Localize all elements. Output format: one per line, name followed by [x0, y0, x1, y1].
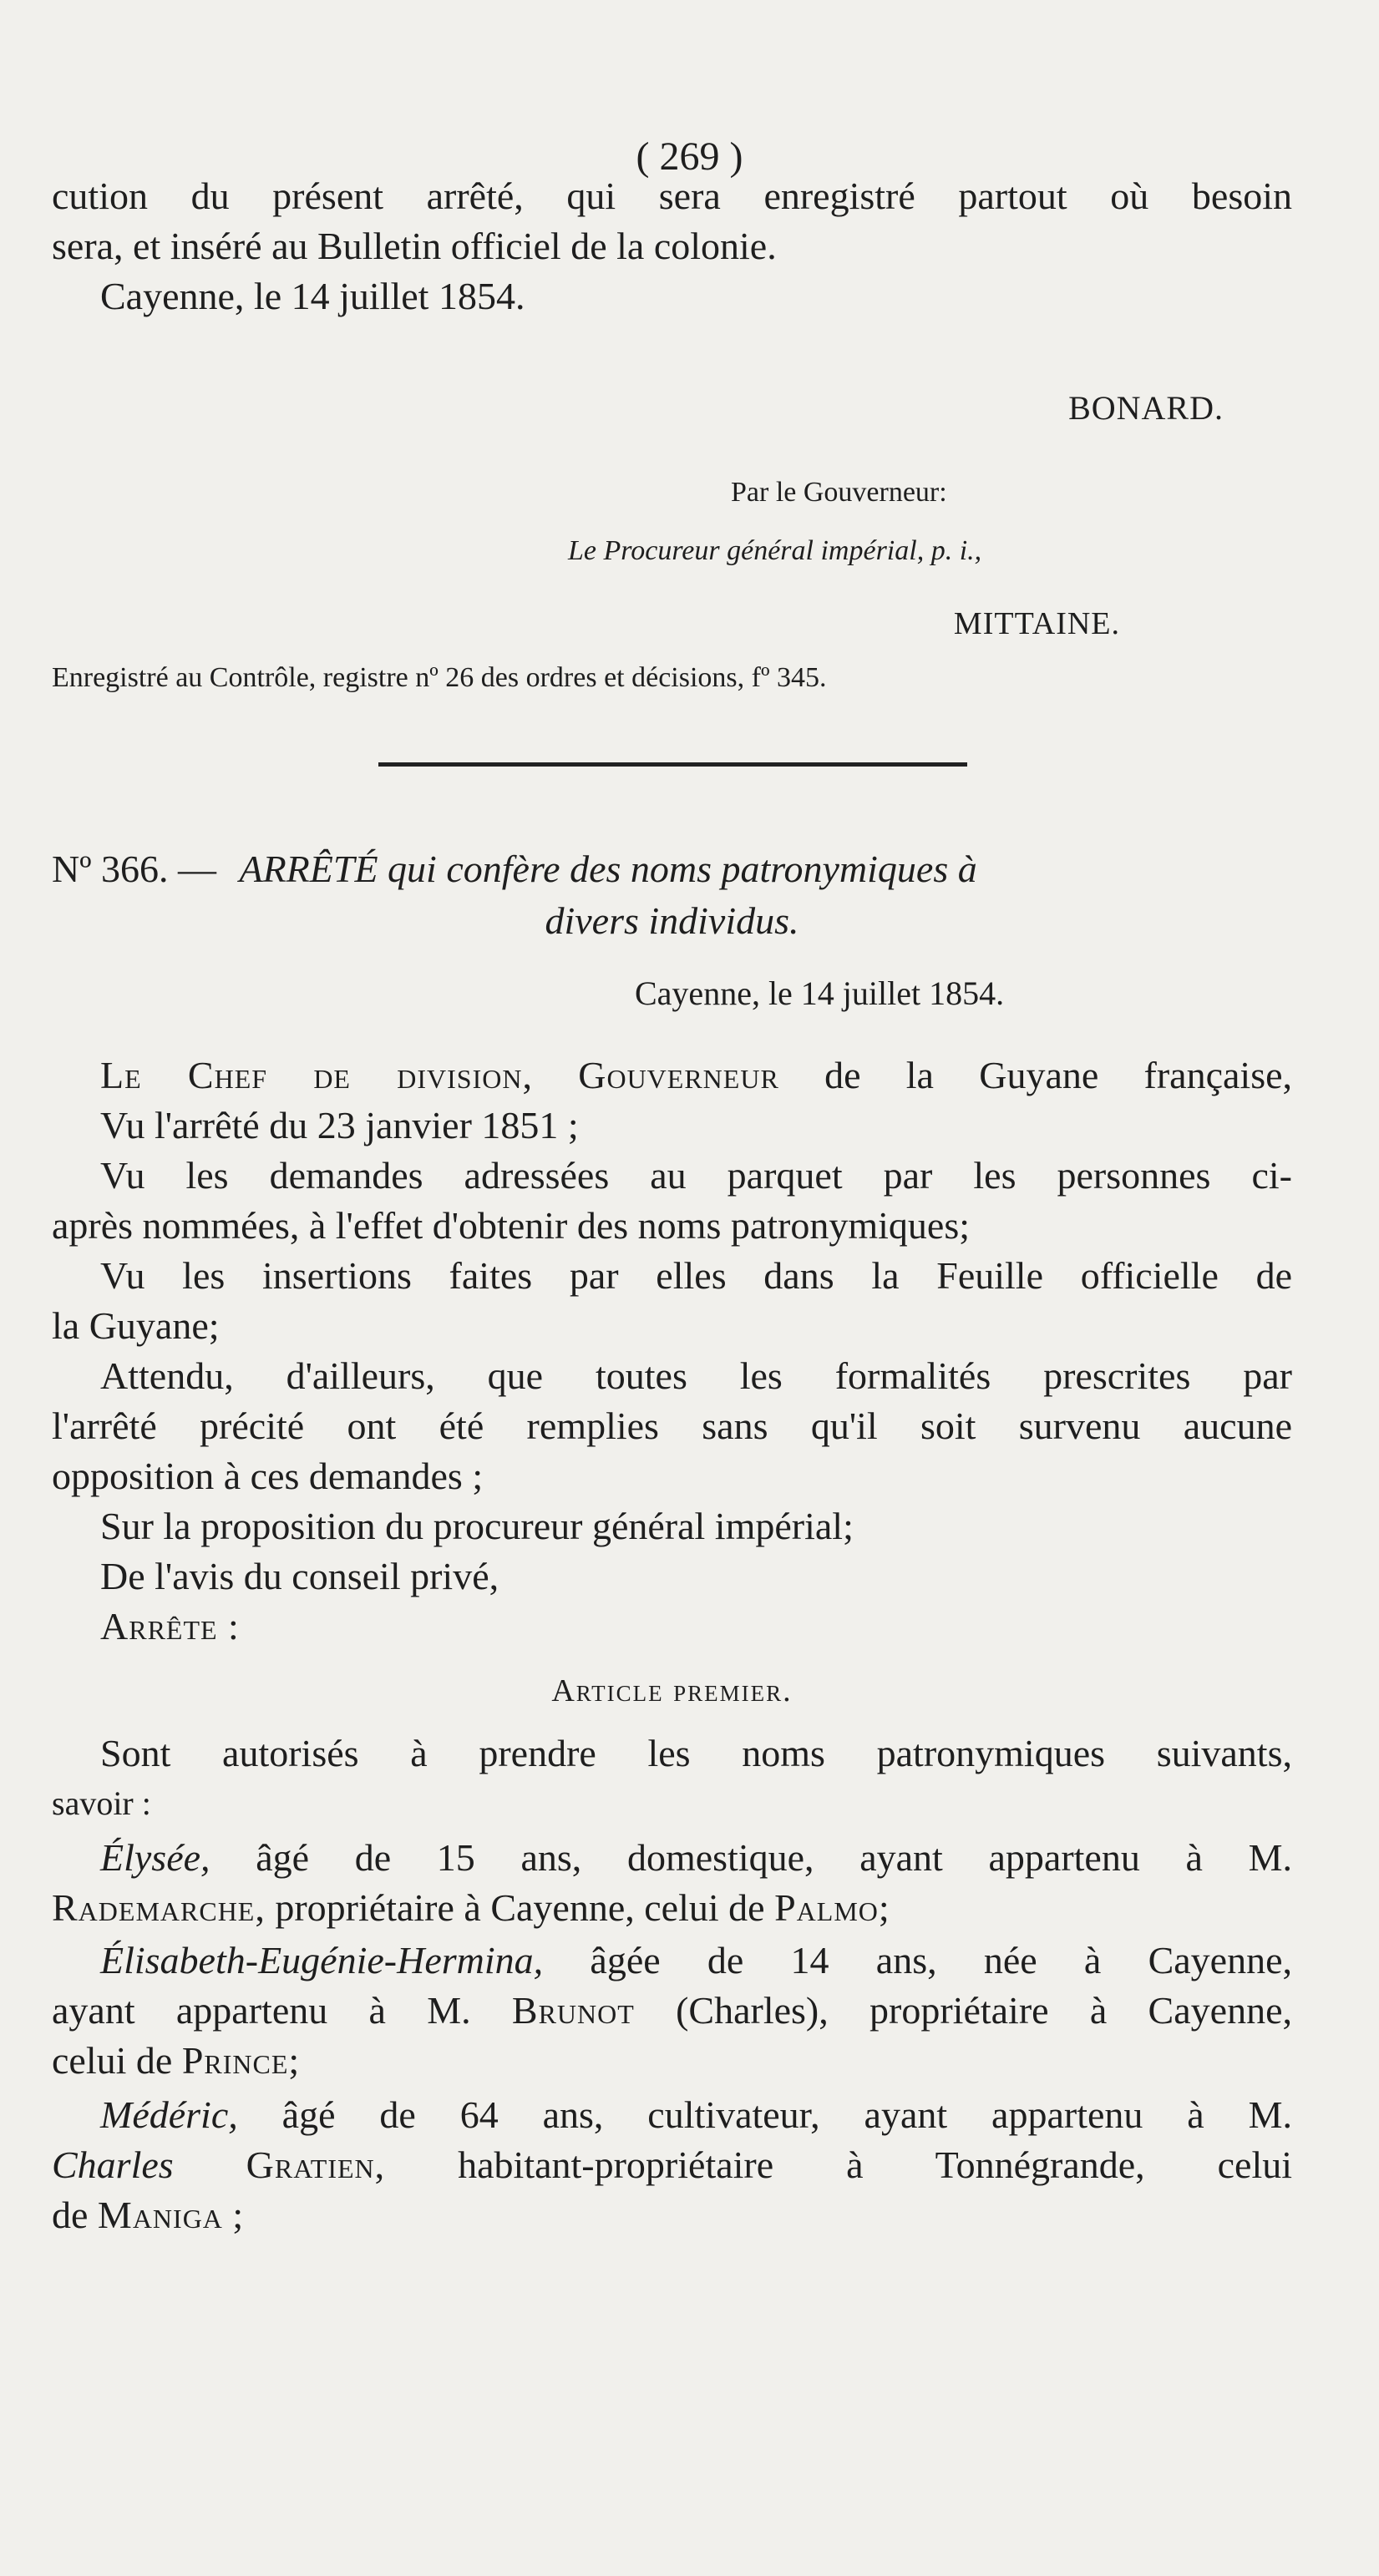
chef-title: Le Chef de division,: [100, 1054, 533, 1096]
decree-title-line-2: divers individus.: [545, 899, 799, 942]
entry-1-line-1: [52, 1833, 1292, 1883]
entry-2-text-3: (Charles), propriétaire à Cayenne,: [676, 1989, 1292, 2032]
vu-2a: Vu les demandes adressées au parquet par les personnes ci-: [100, 1154, 1292, 1197]
entry-2-line-3: [52, 2036, 1292, 2086]
entry-1-owner: Rademarche,: [52, 1886, 266, 1929]
entry-1-text: âgé de 15 ans, domestique, ayant appartenu à M.: [256, 1836, 1292, 1879]
entry-2-name: Élisabeth-Eugénie-Hermina,: [100, 1939, 544, 1981]
entry-1-end: ;: [878, 1886, 890, 1929]
entry-1-name: Élysée,: [100, 1836, 210, 1879]
entry-2-surname: Prince: [181, 2039, 289, 2082]
entry-1-surname: Palmo: [774, 1886, 879, 1929]
par-le-gouverneur: Par le Gouverneur:: [731, 477, 947, 508]
entry-3-name: Médéric,: [100, 2093, 238, 2136]
entry-3-line-1: [52, 2090, 1292, 2140]
separator-rule: [378, 762, 967, 767]
entry-1-text-2: propriétaire à Cayenne, celui de: [275, 1886, 765, 1929]
decree-title-line-1: ARRÊTÉ qui confère des noms patronymiques à: [239, 848, 977, 890]
article-premier: Article premier.: [551, 1673, 793, 1708]
entry-2-line-1: [52, 1936, 1292, 1986]
decree-number: Nº 366. —: [52, 848, 216, 890]
entry-3-owner-first: Charles: [52, 2143, 174, 2186]
entry-1-line-2: [52, 1883, 1292, 1933]
arrete-label: Arrête :: [100, 1605, 240, 1647]
proposition: Sur la proposition du procureur général impérial;: [100, 1505, 854, 1547]
entry-3-text-2: habitant-propriétaire à Tonnégrande, celui: [458, 2143, 1292, 2186]
sont-autorises-a: Sont autorisés à prendre les noms patronymiques suivants,: [100, 1732, 1292, 1774]
entry-3-text: âgé de 64 ans, cultivateur, ayant appartenu à M.: [281, 2093, 1293, 2136]
gouverneur-title: Gouverneur: [578, 1054, 779, 1096]
entry-2-text-4: celui de: [52, 2039, 173, 2082]
sont-autorises-b: savoir :: [52, 1784, 151, 1822]
chef-line-rest: de la Guyane française,: [824, 1054, 1293, 1096]
decree-title: [52, 843, 1292, 947]
entry-2-text-2: ayant appartenu à M.: [52, 1989, 471, 2032]
entry-2-end: ;: [288, 2039, 300, 2082]
vu-3a: Vu les insertions faites par elles dans la Feuille officielle de: [100, 1254, 1292, 1297]
decree-date: Cayenne, le 14 juillet 1854.: [635, 974, 1005, 1012]
attendu-b: l'arrêté précité ont été remplies sans qu'il soit survenu aucune: [52, 1404, 1292, 1447]
vu-1: Vu l'arrêté du 23 janvier 1851 ;: [100, 1104, 579, 1146]
signature-bonard: BONARD.: [1068, 389, 1224, 427]
entry-3-end: ;: [232, 2194, 244, 2236]
page-number: ( 269 ): [636, 134, 743, 179]
entry-2-owner: Brunot: [511, 1989, 635, 2032]
enregistre-line: Enregistré au Contrôle, registre nº 26 des ordres et décisions, fº 345.: [52, 662, 827, 693]
entry-3-line-2: [52, 2140, 1292, 2190]
procureur-line: Le Procureur général impérial, p. i.,: [568, 535, 982, 566]
avis: De l'avis du conseil privé,: [100, 1555, 499, 1597]
attendu-a: Attendu, d'ailleurs, que toutes les formalités prescrites par: [100, 1354, 1292, 1397]
entry-3-line-3: [52, 2190, 1292, 2240]
vu-3b: la Guyane;: [52, 1304, 220, 1347]
vu-2b: après nommées, à l'effet d'obtenir des noms patronymiques;: [52, 1204, 971, 1247]
intro-line-2: sera, et inséré au Bulletin officiel de la colonie.: [52, 225, 777, 267]
entry-3-surname: Maniga: [97, 2194, 223, 2236]
entry-2-text: âgée de 14 ans, née à Cayenne,: [590, 1939, 1293, 1981]
entry-3-text-3: de: [52, 2194, 89, 2236]
signature-mittaine: MITTAINE.: [953, 606, 1120, 641]
entry-2-line-2: [52, 1986, 1292, 2036]
chef-line: [52, 1050, 1292, 1101]
intro-dateline: Cayenne, le 14 juillet 1854.: [100, 275, 525, 317]
entry-3-owner: Gratien,: [246, 2143, 386, 2186]
intro-line-1: cution du présent arrêté, qui sera enregistré partout où besoin: [52, 175, 1292, 217]
attendu-c: opposition à ces demandes ;: [52, 1455, 484, 1497]
